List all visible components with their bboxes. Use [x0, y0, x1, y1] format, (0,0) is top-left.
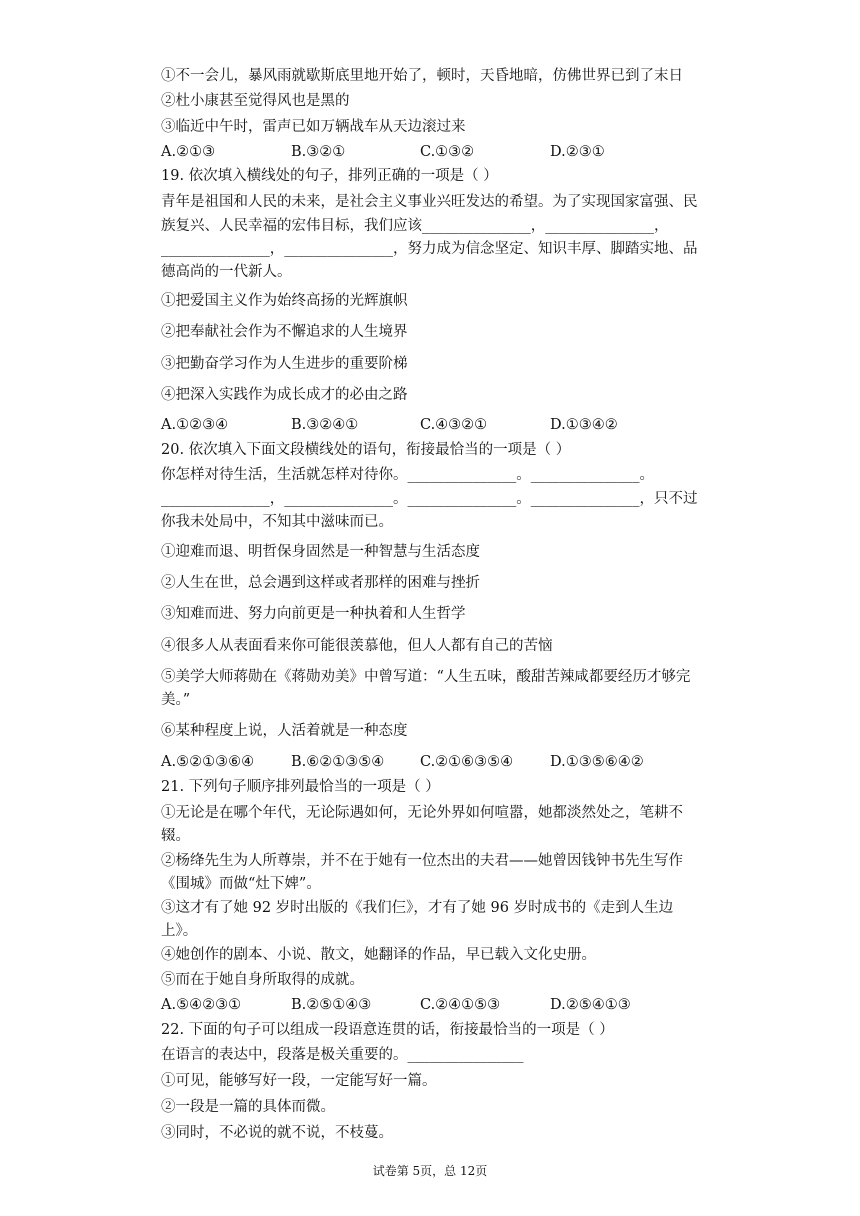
q21-option-b: B.②⑤①④③: [291, 997, 372, 1013]
q18-option-d: D.②③①: [550, 144, 605, 160]
q20-statement-5-line-1: ⑤美学大师蒋勋在《蒋勋劝美》中曾写道：“人生五味，酸甜苦辣咸都要经历才够完: [161, 669, 691, 685]
q20-statement-2: ②人生在世，总会遇到这样或者那样的困难与挫折: [161, 575, 480, 591]
q19-statement-2: ②把奉献社会作为不懈追求的人生境界: [161, 324, 408, 340]
q18-sentence-1: ①不一会儿，暴风雨就歇斯底里地开始了，顿时，天昏地暗，仿佛世界已到了末日: [161, 68, 683, 84]
q18-option-b: B.③②①: [291, 144, 346, 160]
q19-title: 19. 依次填入横线处的句子，排列正确的一项是（ ）: [161, 168, 498, 184]
q20-statement-6: ⑥某种程度上说，人活着就是一种态度: [161, 723, 408, 739]
q21-option-d: D.②⑤④①③: [550, 997, 631, 1013]
q19-option-b: B.③②④①: [291, 417, 359, 433]
page-footer: 试卷第 5页，总 12页: [372, 1164, 488, 1178]
q21-option-a: A.⑤④②③①: [161, 997, 242, 1013]
q20-option-b: B.⑥②①③⑤④: [291, 754, 385, 770]
q20-option-d: D.①③⑤⑥④②: [550, 754, 644, 770]
q20-statement-3: ③知难而进、努力向前更是一种执着和人生哲学: [161, 606, 466, 622]
q18-sentence-3: ③临近中午时，雷声已如万辆战车从天边滚过来: [161, 119, 466, 135]
q21-sentence-2-line-2: 《围城》而做“灶下婢”。: [161, 876, 321, 892]
q21-sentence-4: ④她创作的剧本、小说、散文，她翻译的作品，早已载入文化史册。: [161, 947, 596, 963]
q20-passage-line-3: 你我未处局中，不知其中滋味而已。: [161, 514, 393, 530]
q18-option-a: A.②①③: [161, 144, 216, 160]
q20-statement-4: ④很多人从表面看来你可能很羡慕他，但人人都有自己的苦恼: [161, 638, 553, 654]
q19-option-a: A.①②③④: [161, 417, 229, 433]
q19-statement-1: ①把爱国主义作为始终高扬的光辉旗帜: [161, 293, 408, 309]
q22-sentence-3: ③同时，不必说的就不说，不枝蔓。: [161, 1125, 393, 1141]
q20-passage-line-2: _______________，_______________。_______________。_______________，只不过: [161, 491, 698, 507]
q20-statement-5-line-2: 美。”: [161, 692, 191, 708]
q19-statement-4: ④把深入实践作为成长成才的必由之路: [161, 387, 408, 403]
q22-title: 22. 下面的句子可以组成一段语意连贯的话，衔接最恰当的一项是（ ）: [161, 1022, 614, 1038]
q22-sentence-1: ①可见，能够写好一段，一定能写好一篇。: [161, 1073, 437, 1089]
q18-option-c: C.①③②: [420, 144, 475, 160]
q22-passage: 在语言的表达中，段落是极关重要的。________________: [161, 1047, 524, 1063]
q20-passage-line-1: 你怎样对待生活，生活就怎样对待你。_______________。_______________。: [161, 467, 654, 483]
q19-statement-3: ③把勤奋学习作为人生进步的重要阶梯: [161, 356, 408, 372]
q20-statement-1: ①迎难而退、明哲保身固然是一种智慧与生活态度: [161, 544, 480, 560]
q20-title: 20. 依次填入下面文段横线处的语句，衔接最恰当的一项是（ ）: [161, 442, 571, 458]
q21-sentence-1-line-2: 辍。: [161, 828, 190, 844]
q19-option-c: C.④③②①: [420, 417, 488, 433]
q21-sentence-3-line-1: ③这才有了她 92 岁时出版的《我们仨》，才有了她 96 岁时成书的《走到人生边: [161, 900, 674, 916]
q18-sentence-2: ②杜小康甚至觉得风也是黑的: [161, 93, 350, 109]
q21-title: 21. 下列句子顺序排列最恰当的一项是（ ）: [161, 779, 440, 795]
q19-passage-line-4: 德高尚的一代新人。: [161, 264, 292, 280]
q21-sentence-3-line-2: 上》。: [161, 923, 198, 939]
q21-option-c: C.②④①⑤③: [420, 997, 501, 1013]
q21-sentence-1-line-1: ①无论是在哪个年代，无论际遇如何，无论外界如何喧嚣，她都淡然处之，笔耕不: [161, 805, 683, 821]
q19-option-d: D.①③④②: [550, 417, 618, 433]
q21-sentence-2-line-1: ②杨绛先生为人所尊崇，并不在于她有一位杰出的夫君——她曾因钱钟书先生写作: [161, 853, 683, 869]
q20-option-a: A.⑤②①③⑥④: [161, 754, 255, 770]
q20-option-c: C.②①⑥③⑤④: [420, 754, 514, 770]
q19-passage-line-3: _______________，_______________，努力成为信念坚定、知识丰厚、脚踏实地、品: [161, 241, 698, 257]
q19-passage-line-1: 青年是祖国和人民的未来，是社会主义事业兴旺发达的希望。为了实现国家富强、民: [161, 194, 698, 210]
q19-passage-line-2: 族复兴、人民幸福的宏伟目标，我们应该_______________，_______________，: [161, 218, 669, 234]
q22-sentence-2: ②一段是一篇的具体而微。: [161, 1099, 335, 1115]
q21-sentence-5: ⑤而在于她自身所取得的成就。: [161, 972, 364, 988]
